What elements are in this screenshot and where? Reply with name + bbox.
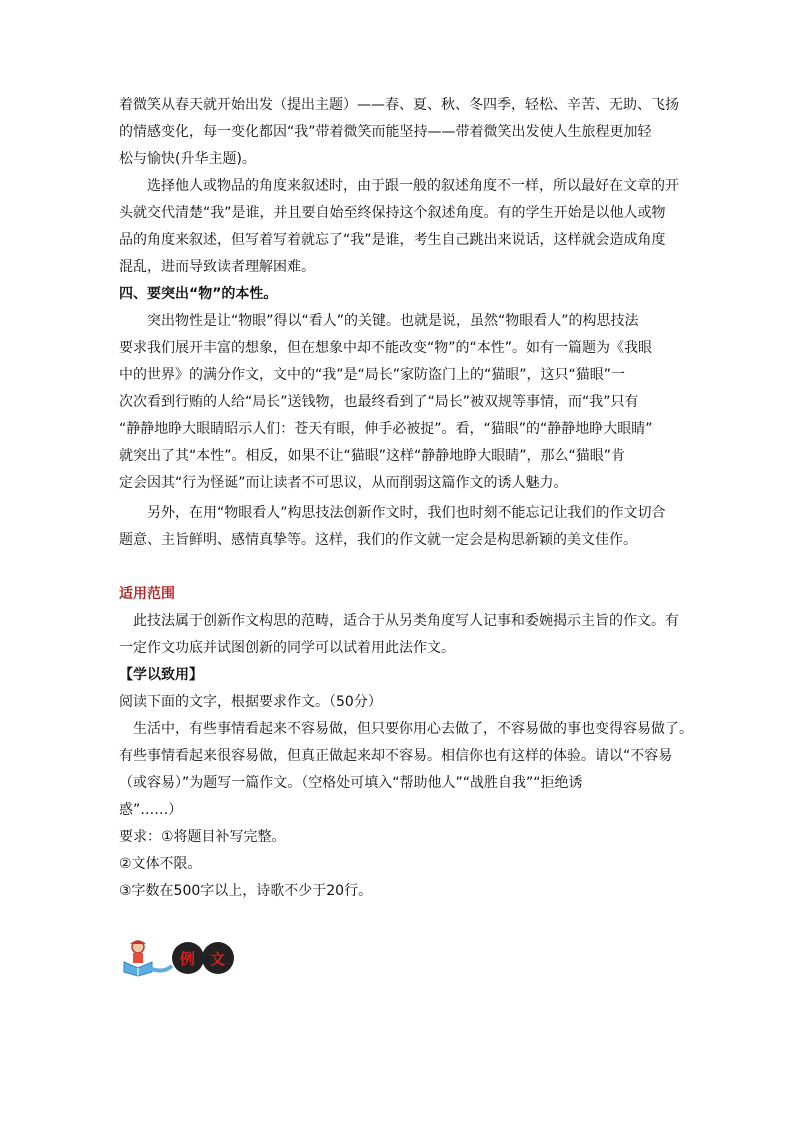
practice-intro: 阅读下面的文字，根据要求作文。（50分）: [119, 694, 382, 710]
paragraph-line: 突出物性是让“物眼”得以“看人”的关键。也就是说，虽然“物眼看人”的构思技法: [119, 313, 639, 329]
paragraph-line: 定会因其“行为怪诞”而让读者不可思议，从而削弱这篇作文的诱人魅力。: [119, 475, 568, 491]
paragraph-line: 混乱，进而导致读者理解困难。: [119, 259, 315, 275]
section-heading: 四、要突出“物”的本性。: [119, 286, 278, 302]
requirement-line: 要求：①将题目补写完整。: [119, 829, 286, 845]
requirement-line: ③字数在500字以上，诗歌不少于20行。: [119, 883, 373, 899]
paragraph-line: 的情感变化，每一变化都因“我”带着微笑而能坚持——带着微笑出发使人生旅程更加轻: [119, 124, 652, 140]
badge-char: 文: [210, 950, 226, 968]
paragraph-line: 要求我们展开丰富的想象，但在想象中却不能改变“物”的“本性”。如有一篇题为《我眼: [119, 340, 653, 356]
paragraph-line: “静静地睁大眼睛昭示人们：苍天有眼，伸手必被捉”。看，“猫眼”的“静静地睁大眼睛”: [119, 421, 653, 437]
example-badge: [122, 938, 234, 978]
scope-title: 适用范围: [119, 586, 175, 602]
badge-char: 例: [180, 950, 196, 968]
paragraph-line: 中的世界》的满分作文，文中的“我”是“局长”家防盗门上的“猫眼”，这只“猫眼”一: [119, 367, 626, 383]
requirement-line: ②文体不限。: [119, 856, 202, 872]
practice-title: 【学以致用】: [119, 667, 203, 683]
paragraph-line: 品的角度来叙述，但写着写着就忘了“我”是谁，考生自己跳出来说话，这样就会造成角度: [119, 232, 666, 248]
practice-line: 惑”……）: [119, 802, 183, 818]
paragraph-line: 另外，在用“物眼看人”构思技法创新作文时，我们也时刻不能忘记让我们的作文切合: [119, 505, 666, 521]
paragraph-line: 次次看到行贿的人给“局长”送钱物，也最终看到了“局长”被双规等事情，而“我”只有: [119, 394, 639, 410]
paragraph-line: 题意、主旨鲜明、感情真挚等。这样，我们的作文就一定会是构思新颖的美文佳作。: [119, 532, 637, 548]
practice-line: 生活中，有些事情看起来不容易做，但只要你用心去做了，不容易做的事也变得容易做了。: [119, 721, 693, 737]
practice-line: （或容易）”为题写一篇作文。（空格处可填入“帮助他人”“战胜自我”“拒绝诱: [119, 775, 583, 791]
scope-line: 一定作文功底并试图创新的同学可以试着用此法作文。: [119, 640, 455, 656]
paragraph-line: 头就交代清楚“我”是谁，并且要自始至终保持这个叙述角度。有的学生开始是以他人或物: [119, 205, 666, 221]
paragraph-line: 就突出了其“本性”。相反，如果不让“猫眼”这样“静静地睁大眼睛”，那么“猫眼”肯: [119, 448, 626, 464]
paragraph-line: 着微笑从春天就开始出发（提出主题）——春、夏、秋、冬四季，轻松、辛苦、无助、飞扬: [119, 97, 679, 113]
paragraph-line: 选择他人或物品的角度来叙述时，由于跟一般的叙述角度不一样，所以最好在文章的开: [119, 178, 679, 194]
paragraph-line: 松与愉快(升华主题)。: [119, 151, 256, 167]
practice-line: 有些事情看起来很容易做，但真正做起来却不容易。相信你也有这样的体验。请以“不容易: [119, 748, 673, 764]
scope-line: 此技法属于创新作文构思的范畴，适合于从另类角度写人记事和委婉揭示主旨的作文。有: [119, 613, 679, 629]
